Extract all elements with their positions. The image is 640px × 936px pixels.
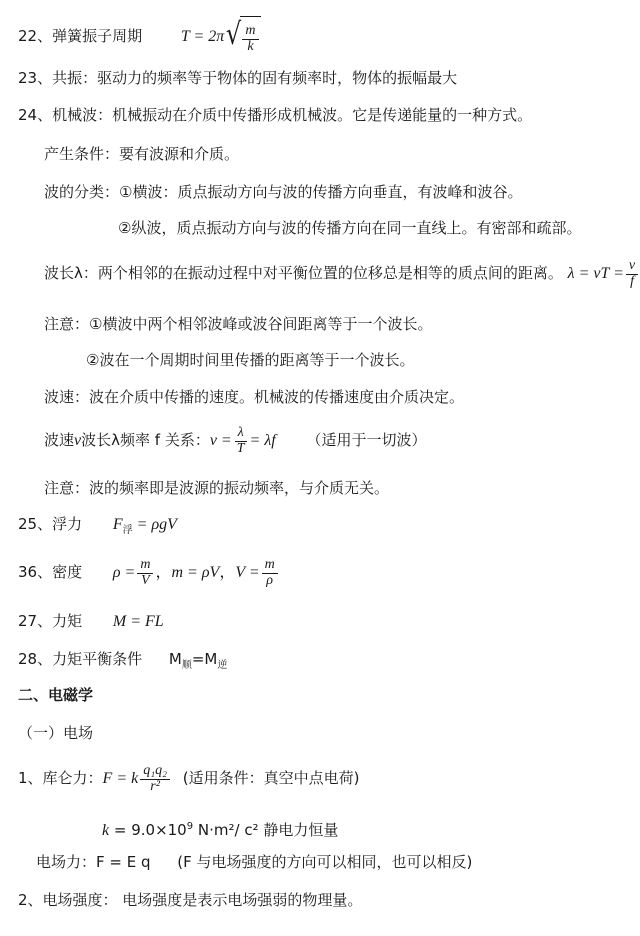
item-25: 25、浮力 $F_浮 = \rho gV$ — [18, 515, 177, 536]
item-22-label: 22、弹簧振子周期 — [18, 27, 143, 46]
wave-speed: 波速：波在介质中传播的速度。机械波的传播速度由介质决定。 — [44, 388, 465, 406]
item-23: 23、共振：驱动力的频率等于物体的固有频率时，物体的振幅最大 — [18, 69, 458, 87]
formula-coulomb: F = k $\frac{\text{q₁q₂}}{\text{r²}}$ — [103, 770, 172, 787]
electric-force: 电场力：F = E q (F 与电场强度的方向可以相同，也可以相反) — [36, 853, 473, 871]
formula-wavelength: λ = vT = $\frac{v}{f}$ — [568, 265, 640, 282]
speed-relation: 波速v波长λ频率 f 关系：v = $\frac{\lambda}{T}$ = λf （适用于一切波） — [44, 425, 427, 456]
wave-classification-2: ②纵波，质点振动方向与波的传播方向在同一直线上。有密部和疏部。 — [118, 219, 582, 237]
formula-buoyancy: $F_浮 = \rho gV$ — [112, 516, 177, 536]
note-3: 注意：波的频率即是波源的振动频率，与介质无关。 — [44, 479, 390, 497]
formula-wave-speed: v = $\frac{\lambda}{T}$ = λf — [209, 425, 276, 456]
item-36: 36、密度 ρ = $\frac{m}{V}$ ，m = ρV，V = $\frac{m}{\rho}$ — [18, 552, 280, 593]
item-24: 24、机械波：机械振动在介质中传播形成机械波。它是传递能量的一种方式。 — [18, 106, 533, 124]
electric-field-strength: 2、电场强度： 电场强度是表示电场强弱的物理量。 — [18, 891, 363, 909]
item-22 — [18, 16, 261, 59]
subsection-electric-field: （一）电场 — [18, 724, 94, 742]
item-28: 28、力矩平衡条件 $M_顺=M_逆$ — [18, 650, 228, 671]
coulomb-force: 1、库仑力：F = k $\frac{\text{q₁q₂}}{\text{r²}}$ (适用条件：真空中点电荷) — [18, 763, 360, 794]
generation-condition: 产生条件：要有波源和介质。 — [44, 145, 240, 163]
formula-density: ρ = $\frac{m}{V}$ ，m = ρV，V = $\frac{m}{\rho}$ — [113, 564, 280, 581]
torque-balance: $M_顺=M_逆$ — [168, 650, 228, 671]
section-electromagnetism: 二、电磁学 — [18, 686, 94, 704]
note-2: ②波在一个周期时间里传播的距离等于一个波长。 — [86, 351, 415, 369]
formula-period: T = 2π √ $\frac{m}{k}$ — [181, 28, 261, 45]
item-27: 27、力矩 M = FL — [18, 612, 164, 630]
wave-classification-1: 波的分类：①横波：质点振动方向与波的传播方向垂直，有波峰和波谷。 — [44, 183, 523, 201]
note-1: 注意：①横波中两个相邻波峰或波谷间距离等于一个波长。 — [44, 315, 433, 333]
wavelength-definition: 波长λ：两个相邻的在振动过程中对平衡位置的位移总是相等的质点间的距离。 λ = vT = $\frac{v}{f}$ — [44, 253, 640, 294]
coulomb-constant: $k = 9.0\times 10^9$ N·m²/ c² 静电力恒量 — [102, 821, 339, 839]
